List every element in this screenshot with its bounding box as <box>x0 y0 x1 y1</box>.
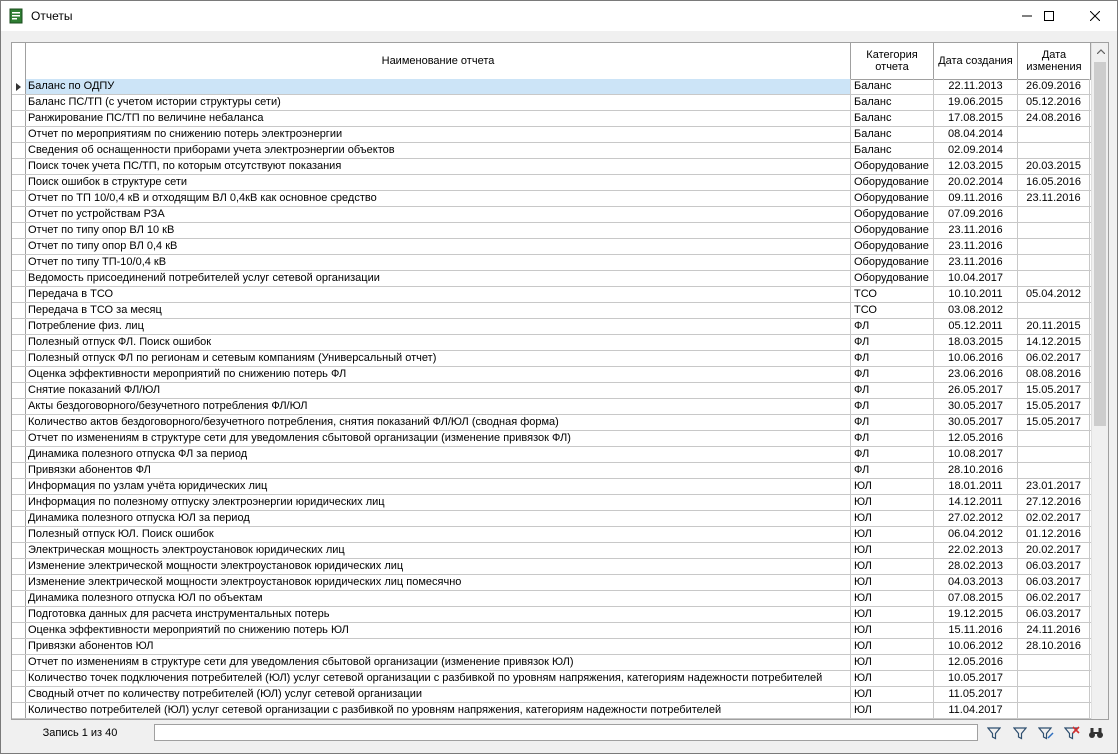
cell-changed-date[interactable] <box>1018 447 1090 462</box>
cell-changed-date[interactable]: 05.04.2012 <box>1018 287 1090 302</box>
cell-category[interactable]: Оборудование <box>851 191 934 206</box>
row-indicator[interactable] <box>12 319 26 334</box>
cell-category[interactable]: ФЛ <box>851 399 934 414</box>
cell-created-date[interactable]: 07.08.2015 <box>934 591 1018 606</box>
cell-category[interactable]: ЮЛ <box>851 511 934 526</box>
cell-report-name[interactable]: Снятие показаний ФЛ/ЮЛ <box>26 383 851 398</box>
cell-report-name[interactable]: Количество актов бездоговорного/безучетного потребления, снятия показаний ФЛ/ЮЛ (сводная форма) <box>26 415 851 430</box>
cell-report-name[interactable]: Динамика полезного отпуска ФЛ за период <box>26 447 851 462</box>
cell-category[interactable]: ФЛ <box>851 415 934 430</box>
table-row[interactable] <box>12 255 1091 271</box>
cell-report-name[interactable]: Баланс ПС/ТП (с учетом истории структуры сети) <box>26 95 851 110</box>
row-indicator[interactable] <box>12 367 26 382</box>
cell-changed-date[interactable] <box>1018 127 1090 142</box>
table-row[interactable] <box>12 639 1091 655</box>
cell-changed-date[interactable]: 16.05.2016 <box>1018 175 1090 190</box>
cell-created-date[interactable]: 07.09.2016 <box>934 207 1018 222</box>
cell-category[interactable]: Оборудование <box>851 159 934 174</box>
cell-changed-date[interactable]: 23.01.2017 <box>1018 479 1090 494</box>
cell-category[interactable]: Баланс <box>851 127 934 142</box>
cell-report-name[interactable]: Отчет по типу опор ВЛ 0,4 кВ <box>26 239 851 254</box>
current-row-arrow-icon <box>16 83 21 91</box>
cell-changed-date[interactable]: 28.10.2016 <box>1018 639 1090 654</box>
row-indicator[interactable] <box>12 79 26 94</box>
cell-report-name[interactable]: Динамика полезного отпуска ЮЛ по объектам <box>26 591 851 606</box>
cell-report-name[interactable]: Акты бездоговорного/безучетного потребления ФЛ/ЮЛ <box>26 399 851 414</box>
maximize-icon <box>1044 11 1054 21</box>
cell-report-name[interactable]: Отчет по изменениям в структуре сети для уведомления сбытовой организации (изменение привязок ФЛ) <box>26 431 851 446</box>
cell-created-date[interactable]: 30.05.2017 <box>934 415 1018 430</box>
app-icon <box>9 8 23 24</box>
cell-changed-date[interactable] <box>1018 671 1090 686</box>
row-indicator[interactable] <box>12 143 26 158</box>
close-icon <box>1090 11 1100 21</box>
row-indicator[interactable] <box>12 447 26 462</box>
row-indicator[interactable] <box>12 415 26 430</box>
cell-report-name[interactable]: Отчет по типу ТП-10/0,4 кВ <box>26 255 851 270</box>
cell-changed-date[interactable] <box>1018 703 1090 718</box>
cell-changed-date[interactable]: 15.05.2017 <box>1018 415 1090 430</box>
cell-category[interactable]: ТСО <box>851 303 934 318</box>
vertical-scrollbar[interactable] <box>1091 43 1109 719</box>
cell-category[interactable]: ЮЛ <box>851 479 934 494</box>
cell-changed-date[interactable] <box>1018 255 1090 270</box>
table-row[interactable] <box>12 351 1091 367</box>
cell-changed-date[interactable] <box>1018 239 1090 254</box>
cell-changed-date[interactable] <box>1018 223 1090 238</box>
row-indicator[interactable] <box>12 399 26 414</box>
cell-report-name[interactable]: Поиск ошибок в структуре сети <box>26 175 851 190</box>
cell-changed-date[interactable]: 24.11.2016 <box>1018 623 1090 638</box>
column-header-changed-label: Дата изменения <box>1026 49 1082 73</box>
filter-clear-icon <box>1064 726 1080 740</box>
cell-category[interactable]: ФЛ <box>851 335 934 350</box>
row-indicator[interactable] <box>12 495 26 510</box>
cell-report-name[interactable]: Информация по полезному отпуску электроэнергии юридических лиц <box>26 495 851 510</box>
cell-created-date[interactable]: 04.03.2013 <box>934 575 1018 590</box>
cell-changed-date[interactable] <box>1018 143 1090 158</box>
cell-report-name[interactable]: Отчет по мероприятиям по снижению потерь электроэнергии <box>26 127 851 142</box>
cell-report-name[interactable]: Изменение электрической мощности электроустановок юридических лиц помесячно <box>26 575 851 590</box>
cell-changed-date[interactable] <box>1018 303 1090 318</box>
cell-report-name[interactable]: Полезный отпуск ФЛ. Поиск ошибок <box>26 335 851 350</box>
cell-report-name[interactable]: Поиск точек учета ПС/ТП, по которым отсутствуют показания <box>26 159 851 174</box>
column-header-name-label: Наименование отчета <box>381 55 495 67</box>
cell-changed-date[interactable]: 15.05.2017 <box>1018 383 1090 398</box>
row-indicator-header <box>12 43 26 79</box>
cell-report-name[interactable]: Сведения об оснащенности приборами учета электроэнергии объектов <box>26 143 851 158</box>
cell-category[interactable]: ЮЛ <box>851 703 934 718</box>
cell-category[interactable]: Оборудование <box>851 223 934 238</box>
row-indicator[interactable] <box>12 351 26 366</box>
close-button[interactable] <box>1072 1 1118 31</box>
cell-created-date[interactable]: 10.04.2017 <box>934 271 1018 286</box>
cell-report-name[interactable]: Оценка эффективности мероприятий по снижению потерь ФЛ <box>26 367 851 382</box>
table-row[interactable] <box>12 223 1091 239</box>
row-indicator[interactable] <box>12 623 26 638</box>
cell-created-date[interactable]: 10.06.2012 <box>934 639 1018 654</box>
row-indicator[interactable] <box>12 239 26 254</box>
window-title: Отчеты <box>31 9 73 23</box>
cell-created-date[interactable]: 10.10.2011 <box>934 287 1018 302</box>
row-indicator[interactable] <box>12 463 26 478</box>
cell-created-date[interactable]: 05.12.2011 <box>934 319 1018 334</box>
chevron-up-icon <box>1097 49 1105 54</box>
table-row[interactable] <box>12 511 1091 527</box>
table-row[interactable] <box>12 207 1091 223</box>
table-row[interactable] <box>12 319 1091 335</box>
row-indicator[interactable] <box>12 271 26 286</box>
cell-created-date[interactable]: 11.04.2017 <box>934 703 1018 718</box>
cell-created-date[interactable]: 06.04.2012 <box>934 527 1018 542</box>
table-row[interactable] <box>12 335 1091 351</box>
cell-changed-date[interactable]: 01.12.2016 <box>1018 527 1090 542</box>
cell-category[interactable]: Баланс <box>851 111 934 126</box>
cell-changed-date[interactable]: 24.08.2016 <box>1018 111 1090 126</box>
cell-changed-date[interactable]: 05.12.2016 <box>1018 95 1090 110</box>
table-row[interactable] <box>12 687 1091 703</box>
filter-button[interactable] <box>983 724 1005 742</box>
cell-report-name[interactable]: Полезный отпуск ЮЛ. Поиск ошибок <box>26 527 851 542</box>
row-indicator[interactable] <box>12 687 26 702</box>
row-indicator[interactable] <box>12 527 26 542</box>
cell-category[interactable]: ФЛ <box>851 351 934 366</box>
maximize-button[interactable] <box>1026 1 1072 31</box>
cell-created-date[interactable]: 18.03.2015 <box>934 335 1018 350</box>
cell-report-name[interactable]: Подготовка данных для расчета инструментальных потерь <box>26 607 851 622</box>
cell-created-date[interactable]: 23.11.2016 <box>934 223 1018 238</box>
row-indicator[interactable] <box>12 639 26 654</box>
row-indicator[interactable] <box>12 431 26 446</box>
cell-report-name[interactable]: Ведомость присоединений потребителей услуг сетевой организации <box>26 271 851 286</box>
cell-created-date[interactable]: 03.08.2012 <box>934 303 1018 318</box>
column-header-changed[interactable] <box>1018 43 1091 79</box>
cell-report-name[interactable]: Баланс по ОДПУ <box>26 79 851 94</box>
column-header-category-label: Категория отчета <box>866 49 918 73</box>
cell-created-date[interactable]: 08.04.2014 <box>934 127 1018 142</box>
cell-changed-date[interactable]: 06.02.2017 <box>1018 591 1090 606</box>
cell-created-date[interactable]: 23.06.2016 <box>934 367 1018 382</box>
cell-changed-date[interactable]: 06.03.2017 <box>1018 575 1090 590</box>
row-indicator[interactable] <box>12 207 26 222</box>
table-row[interactable] <box>12 655 1091 671</box>
cell-category[interactable]: ЮЛ <box>851 527 934 542</box>
table-row[interactable] <box>12 543 1091 559</box>
cell-created-date[interactable]: 10.08.2017 <box>934 447 1018 462</box>
cell-changed-date[interactable]: 20.03.2015 <box>1018 159 1090 174</box>
cell-created-date[interactable]: 02.09.2014 <box>934 143 1018 158</box>
table-row[interactable] <box>12 127 1091 143</box>
filter-icon <box>987 726 1001 740</box>
find-button[interactable] <box>1085 724 1107 742</box>
column-header-created-label: Дата создания <box>938 55 1013 67</box>
cell-created-date[interactable]: 22.11.2013 <box>934 79 1018 94</box>
table-row[interactable] <box>12 399 1091 415</box>
cell-created-date[interactable]: 09.11.2016 <box>934 191 1018 206</box>
scroll-up-button[interactable] <box>1092 43 1109 60</box>
cell-report-name[interactable]: Отчет по устройствам РЗА <box>26 207 851 222</box>
cell-report-name[interactable]: Оценка эффективности мероприятий по снижению потерь ЮЛ <box>26 623 851 638</box>
cell-report-name[interactable]: Информация по узлам учёта юридических лиц <box>26 479 851 494</box>
cell-created-date[interactable]: 17.08.2015 <box>934 111 1018 126</box>
table-row[interactable] <box>12 495 1091 511</box>
cell-changed-date[interactable]: 08.08.2016 <box>1018 367 1090 382</box>
cell-changed-date[interactable]: 06.03.2017 <box>1018 607 1090 622</box>
cell-created-date[interactable]: 12.05.2016 <box>934 655 1018 670</box>
cell-category[interactable]: ЮЛ <box>851 639 934 654</box>
cell-changed-date[interactable]: 20.11.2015 <box>1018 319 1090 334</box>
row-indicator[interactable] <box>12 175 26 190</box>
filter-add-button[interactable] <box>1009 724 1031 742</box>
cell-created-date[interactable]: 23.11.2016 <box>934 239 1018 254</box>
record-counter: Запись 1 из 40 <box>42 727 118 739</box>
row-indicator[interactable] <box>12 335 26 350</box>
table-row[interactable] <box>12 575 1091 591</box>
cell-category[interactable]: Оборудование <box>851 239 934 254</box>
binoculars-icon <box>1088 726 1104 740</box>
table-row[interactable] <box>12 431 1091 447</box>
filter-clear-button[interactable] <box>1061 724 1083 742</box>
cell-category[interactable]: Баланс <box>851 95 934 110</box>
cell-changed-date[interactable]: 15.05.2017 <box>1018 399 1090 414</box>
cell-created-date[interactable]: 23.11.2016 <box>934 255 1018 270</box>
cell-report-name[interactable]: Привязки абонентов ЮЛ <box>26 639 851 654</box>
table-row[interactable] <box>12 703 1091 719</box>
cell-created-date[interactable]: 28.02.2013 <box>934 559 1018 574</box>
row-indicator[interactable] <box>12 95 26 110</box>
table-row[interactable] <box>12 303 1091 319</box>
table-row[interactable] <box>12 479 1091 495</box>
cell-created-date[interactable]: 20.02.2014 <box>934 175 1018 190</box>
cell-changed-date[interactable] <box>1018 655 1090 670</box>
cell-created-date[interactable]: 27.02.2012 <box>934 511 1018 526</box>
cell-category[interactable]: ЮЛ <box>851 655 934 670</box>
cell-category[interactable]: ЮЛ <box>851 543 934 558</box>
cell-category[interactable]: ФЛ <box>851 431 934 446</box>
cell-changed-date[interactable] <box>1018 271 1090 286</box>
cell-created-date[interactable]: 19.06.2015 <box>934 95 1018 110</box>
filter-edit-icon <box>1038 726 1054 740</box>
cell-changed-date[interactable] <box>1018 431 1090 446</box>
cell-category[interactable]: ТСО <box>851 287 934 302</box>
cell-report-name[interactable]: Отчет по типу опор ВЛ 10 кВ <box>26 223 851 238</box>
cell-category[interactable]: ЮЛ <box>851 671 934 686</box>
cell-created-date[interactable]: 22.02.2013 <box>934 543 1018 558</box>
row-indicator[interactable] <box>12 559 26 574</box>
cell-category[interactable]: Оборудование <box>851 207 934 222</box>
cell-changed-date[interactable]: 02.02.2017 <box>1018 511 1090 526</box>
cell-category[interactable]: ФЛ <box>851 319 934 334</box>
table-row[interactable] <box>12 143 1091 159</box>
row-indicator[interactable] <box>12 479 26 494</box>
row-indicator[interactable] <box>12 591 26 606</box>
cell-category[interactable]: Оборудование <box>851 175 934 190</box>
cell-category[interactable]: ЮЛ <box>851 591 934 606</box>
table-row[interactable] <box>12 79 1091 95</box>
cell-report-name[interactable]: Потребление физ. лиц <box>26 319 851 334</box>
row-indicator[interactable] <box>12 191 26 206</box>
cell-category[interactable]: ЮЛ <box>851 495 934 510</box>
filter-edit-button[interactable] <box>1035 724 1057 742</box>
cell-report-name[interactable]: Полезный отпуск ФЛ по регионам и сетевым компаниям (Универсальный отчет) <box>26 351 851 366</box>
cell-report-name[interactable]: Отчет по ТП 10/0,4 кВ и отходящим ВЛ 0,4кВ как основное средство <box>26 191 851 206</box>
table-row[interactable] <box>12 159 1091 175</box>
table-row[interactable] <box>12 95 1091 111</box>
table-row[interactable] <box>12 111 1091 127</box>
cell-report-name[interactable]: Сводный отчет по количеству потребителей (ЮЛ) услуг сетевой организации <box>26 687 851 702</box>
cell-category[interactable]: Баланс <box>851 79 934 94</box>
row-indicator[interactable] <box>12 255 26 270</box>
cell-category[interactable]: ЮЛ <box>851 623 934 638</box>
cell-report-name[interactable]: Динамика полезного отпуска ЮЛ за период <box>26 511 851 526</box>
cell-report-name[interactable]: Количество точек подключения потребителей (ЮЛ) услуг сетевой организации с разбивкой по уровням напряжения, категориям надежности потребителей <box>26 671 851 686</box>
row-indicator[interactable] <box>12 223 26 238</box>
cell-category[interactable]: ФЛ <box>851 367 934 382</box>
cell-created-date[interactable]: 10.05.2017 <box>934 671 1018 686</box>
cell-changed-date[interactable]: 27.12.2016 <box>1018 495 1090 510</box>
cell-report-name[interactable]: Количество потребителей (ЮЛ) услуг сетевой организации с разбивкой по уровням напряжения, категориям надежности потребителей <box>26 703 851 718</box>
table-row[interactable] <box>12 671 1091 687</box>
grid-header <box>12 43 1091 80</box>
table-row[interactable] <box>12 559 1091 575</box>
row-indicator[interactable] <box>12 511 26 526</box>
table-row[interactable] <box>12 623 1091 639</box>
cell-category[interactable]: ЮЛ <box>851 559 934 574</box>
table-row[interactable] <box>12 447 1091 463</box>
cell-report-name[interactable]: Передача в ТСО <box>26 287 851 302</box>
row-indicator[interactable] <box>12 127 26 142</box>
cell-category[interactable]: ЮЛ <box>851 575 934 590</box>
table-row[interactable] <box>12 527 1091 543</box>
row-indicator[interactable] <box>12 159 26 174</box>
cell-created-date[interactable]: 18.01.2011 <box>934 479 1018 494</box>
cell-category[interactable]: ЮЛ <box>851 607 934 622</box>
cell-changed-date[interactable] <box>1018 687 1090 702</box>
cell-created-date[interactable]: 26.05.2017 <box>934 383 1018 398</box>
cell-changed-date[interactable]: 06.02.2017 <box>1018 351 1090 366</box>
table-row[interactable] <box>12 383 1091 399</box>
cell-report-name[interactable]: Электрическая мощность электроустановок юридических лиц <box>26 543 851 558</box>
cell-created-date[interactable]: 14.12.2011 <box>934 495 1018 510</box>
cell-report-name[interactable]: Ранжирование ПС/ТП по величине небаланса <box>26 111 851 126</box>
cell-category[interactable]: ФЛ <box>851 463 934 478</box>
column-header-created[interactable] <box>934 43 1018 79</box>
row-indicator[interactable] <box>12 383 26 398</box>
cell-category[interactable]: Баланс <box>851 143 934 158</box>
cell-created-date[interactable]: 30.05.2017 <box>934 399 1018 414</box>
table-row[interactable] <box>12 287 1091 303</box>
row-indicator[interactable] <box>12 703 26 718</box>
cell-created-date[interactable]: 28.10.2016 <box>934 463 1018 478</box>
table-row[interactable] <box>12 607 1091 623</box>
table-row[interactable] <box>12 415 1091 431</box>
cell-changed-date[interactable] <box>1018 463 1090 478</box>
cell-changed-date[interactable]: 14.12.2015 <box>1018 335 1090 350</box>
reports-grid <box>11 42 1109 720</box>
cell-report-name[interactable]: Привязки абонентов ФЛ <box>26 463 851 478</box>
table-row[interactable] <box>12 271 1091 287</box>
cell-category[interactable]: Оборудование <box>851 271 934 286</box>
cell-created-date[interactable]: 12.03.2015 <box>934 159 1018 174</box>
column-header-name[interactable] <box>26 43 851 79</box>
row-indicator[interactable] <box>12 543 26 558</box>
cell-category[interactable]: ФЛ <box>851 447 934 462</box>
cell-category[interactable]: ФЛ <box>851 383 934 398</box>
cell-changed-date[interactable]: 20.02.2017 <box>1018 543 1090 558</box>
table-row[interactable] <box>12 463 1091 479</box>
grid-body <box>12 79 1091 719</box>
row-indicator[interactable] <box>12 111 26 126</box>
row-indicator[interactable] <box>12 671 26 686</box>
cell-report-name[interactable]: Отчет по изменениям в структуре сети для уведомления сбытовой организации (изменение привязок ЮЛ) <box>26 655 851 670</box>
cell-changed-date[interactable]: 26.09.2016 <box>1018 79 1090 94</box>
cell-changed-date[interactable]: 23.11.2016 <box>1018 191 1090 206</box>
cell-created-date[interactable]: 15.11.2016 <box>934 623 1018 638</box>
cell-created-date[interactable]: 11.05.2017 <box>934 687 1018 702</box>
filter-input[interactable] <box>154 724 978 741</box>
table-row[interactable] <box>12 175 1091 191</box>
cell-report-name[interactable]: Передача в ТСО за месяц <box>26 303 851 318</box>
row-indicator[interactable] <box>12 303 26 318</box>
title-bar[interactable] <box>1 1 1117 31</box>
row-indicator[interactable] <box>12 655 26 670</box>
table-row[interactable] <box>12 591 1091 607</box>
table-row[interactable] <box>12 239 1091 255</box>
row-indicator[interactable] <box>12 575 26 590</box>
cell-created-date[interactable]: 12.05.2016 <box>934 431 1018 446</box>
cell-report-name[interactable]: Изменение электрической мощности электроустановок юридических лиц <box>26 559 851 574</box>
cell-created-date[interactable]: 19.12.2015 <box>934 607 1018 622</box>
row-indicator[interactable] <box>12 287 26 302</box>
filter-add-icon <box>1013 726 1027 740</box>
cell-category[interactable]: ЮЛ <box>851 687 934 702</box>
table-row[interactable] <box>12 367 1091 383</box>
column-header-category[interactable] <box>851 43 934 79</box>
cell-changed-date[interactable] <box>1018 207 1090 222</box>
cell-changed-date[interactable]: 06.03.2017 <box>1018 559 1090 574</box>
status-bar <box>11 723 1107 743</box>
row-indicator[interactable] <box>12 607 26 622</box>
scroll-thumb[interactable] <box>1094 62 1106 426</box>
cell-category[interactable]: Оборудование <box>851 255 934 270</box>
table-row[interactable] <box>12 191 1091 207</box>
cell-created-date[interactable]: 10.06.2016 <box>934 351 1018 366</box>
